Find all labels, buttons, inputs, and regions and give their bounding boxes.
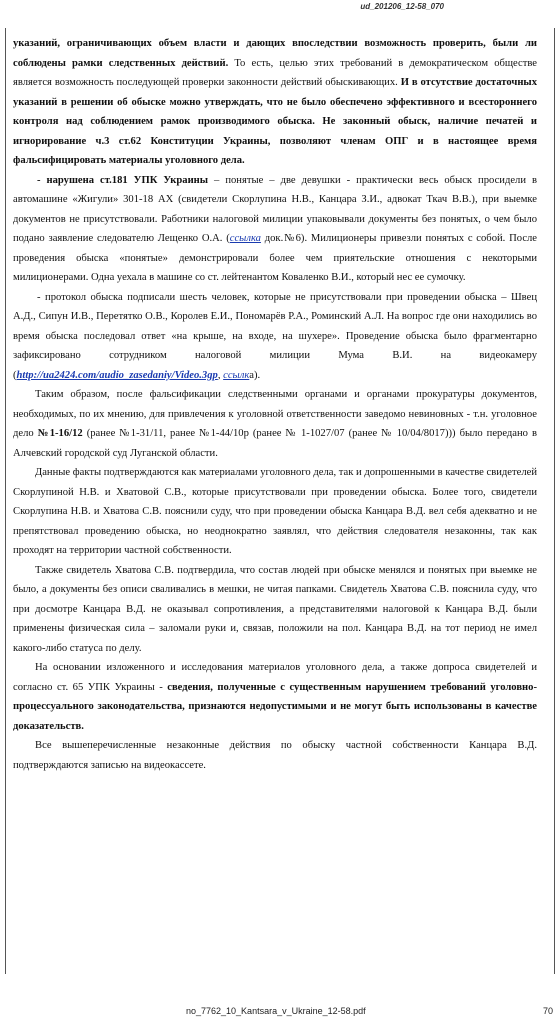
text: (ранее №1-31/11, ранее №1-44/10р (ранее № 1-1027/07 (ранее № 10/04/8017))) было передано в Алчевский городской суд Луганской области.: [13, 428, 537, 459]
document-body: [13, 34, 537, 775]
paragraph-2: [13, 171, 537, 288]
text: – понятые – две девушки - практически весь обыск просидели в автомашине «Жигули» 301-18 АХ (свидетели Скорлупина Н.В., Канцара З.И., адвокат Ткач В.В.), при выемке документов не присутствовали. Работники налоговой милиции упаковывали документы без понятых, о чем было подано заявление следователю Лещенко О.А. (: [13, 174, 537, 244]
reference-link[interactable]: ссылк: [223, 369, 250, 381]
paragraph-4: [13, 385, 537, 463]
text: Таким образом, после фальсификации следственными органами и органами прокуратуры документов, необходимых, по их мнению, для привлечения к уголовной ответственности заведомо невиновных - т.н. уголовное дело: [13, 389, 537, 439]
document-reference: ud_201206_12-58_070: [360, 2, 444, 11]
bold-text: сведения, полученные с существенным нарушением требований уголовно-процессуального законодательства, признаются недопустимыми и не могут быть использованы в качестве доказательств.: [13, 681, 537, 732]
text: ,: [217, 369, 224, 381]
footer-filename: no_7762_10_Kantsara_v_Ukraine_12-58.pdf: [186, 1006, 366, 1016]
paragraph-6: [13, 561, 537, 659]
text: То есть, целью этих требований в демократическом обществе является возможность последующей проверки законности действий обыскивающих.: [13, 57, 537, 88]
video-url-link[interactable]: http://ua2424.com/audio_zasedaniy/Video.3gp: [16, 369, 218, 381]
page-number: 70: [542, 1006, 553, 1016]
text: док.№6). Милиционеры привезли понятых с собой. После проведения обыска «понятые» демонстрировали более чем приятельские отношения с некоторыми милиционерами. Одна уехала в машине со ст. лейтенантом Коваленко В.И., который нес ее сумочку.: [13, 233, 538, 283]
text: Также свидетель Хватова С.В. подтвердила, что состав людей при обыске менялся и понятых при выемке не было, а документы без описи сваливались в мешки, не читая папками. Свидетель Хватова С.В. пояснила суду, что при досмотре Канцара В.Д. не оказывал сопротивления, а представителями налоговой к Канцара В.Д. были применены физическая сила – заломали руки и, связав, положили на пол. Канцара В.Д. на тот период не имел какого-либо статуса по делу.: [13, 564, 537, 654]
bold-text: указаний, ограничивающих объем власти и дающих впоследствии возможность проверить, были ли соблюдены рамки следственных действий.: [13, 38, 537, 69]
paragraph-7: [13, 658, 537, 736]
paragraph-8: [13, 736, 537, 775]
paragraph-1: [13, 34, 537, 171]
bold-text: И в отсутствие достаточных указаний в решении об обыске можно утверждать, что не было обеспечено эффективного и всестороннего контроля над соблюдением рамок производимого обыска. Не законный обыск, наличие печатей и игнорирование ч.3 ст.62 Конституции Украины, позволяют членам ОПГ и в настоящее время фальсифицировать материалы уголовного дела.: [13, 77, 538, 166]
text: На основании изложенного и исследования материалов уголовного дела, а также допроса свидетелей и согласно ст. 65 УПК Украины -: [13, 662, 537, 693]
case-number: №1-16/12: [37, 428, 83, 439]
document-link[interactable]: ссылка: [229, 233, 261, 244]
text: Данные факты подтверждаются как материалами уголовного дела, так и допрошенными в качестве свидетелей Скорлупиной Н.В. и Хватовой С.В., которые присутствовали при проведении обыска. Более того, свидетели Скорлупина Н.В. и Хватова С.В. пояснили суду, что при проведении обыска Канцара В.Д. вел себя адекватно и не препятствовал проведению обыска, но неоднократно заявлял, что действия следователя незаконны, так как проходят на территории частной собственности.: [13, 467, 537, 556]
bold-text: - нарушена ст.181 УПК Украины: [37, 174, 209, 186]
paragraph-3: [13, 288, 537, 386]
paragraph-5: [13, 463, 537, 561]
text: а).: [249, 369, 261, 381]
text: - протокол обыска подписали шесть человек, которые не присутствовали при проведении обыска – Швец А.Д., Сипун И.В., Перетятко О.В., Королев Е.И., Пономарёв Р.А., Роминский А.Л. На вопрос где они находились во время обыска последовал ответ «на крыше, на входе, на шухере». Проведение обыска было фрагментарно зафиксировано сотрудником налоговой милиции Мума В.И. на видеокамеру (: [13, 291, 537, 381]
text: Все вышеперечисленные незаконные действия по обыску частной собственности Канцара В.Д. подтверждаются записью на видеокассете.: [13, 740, 537, 771]
